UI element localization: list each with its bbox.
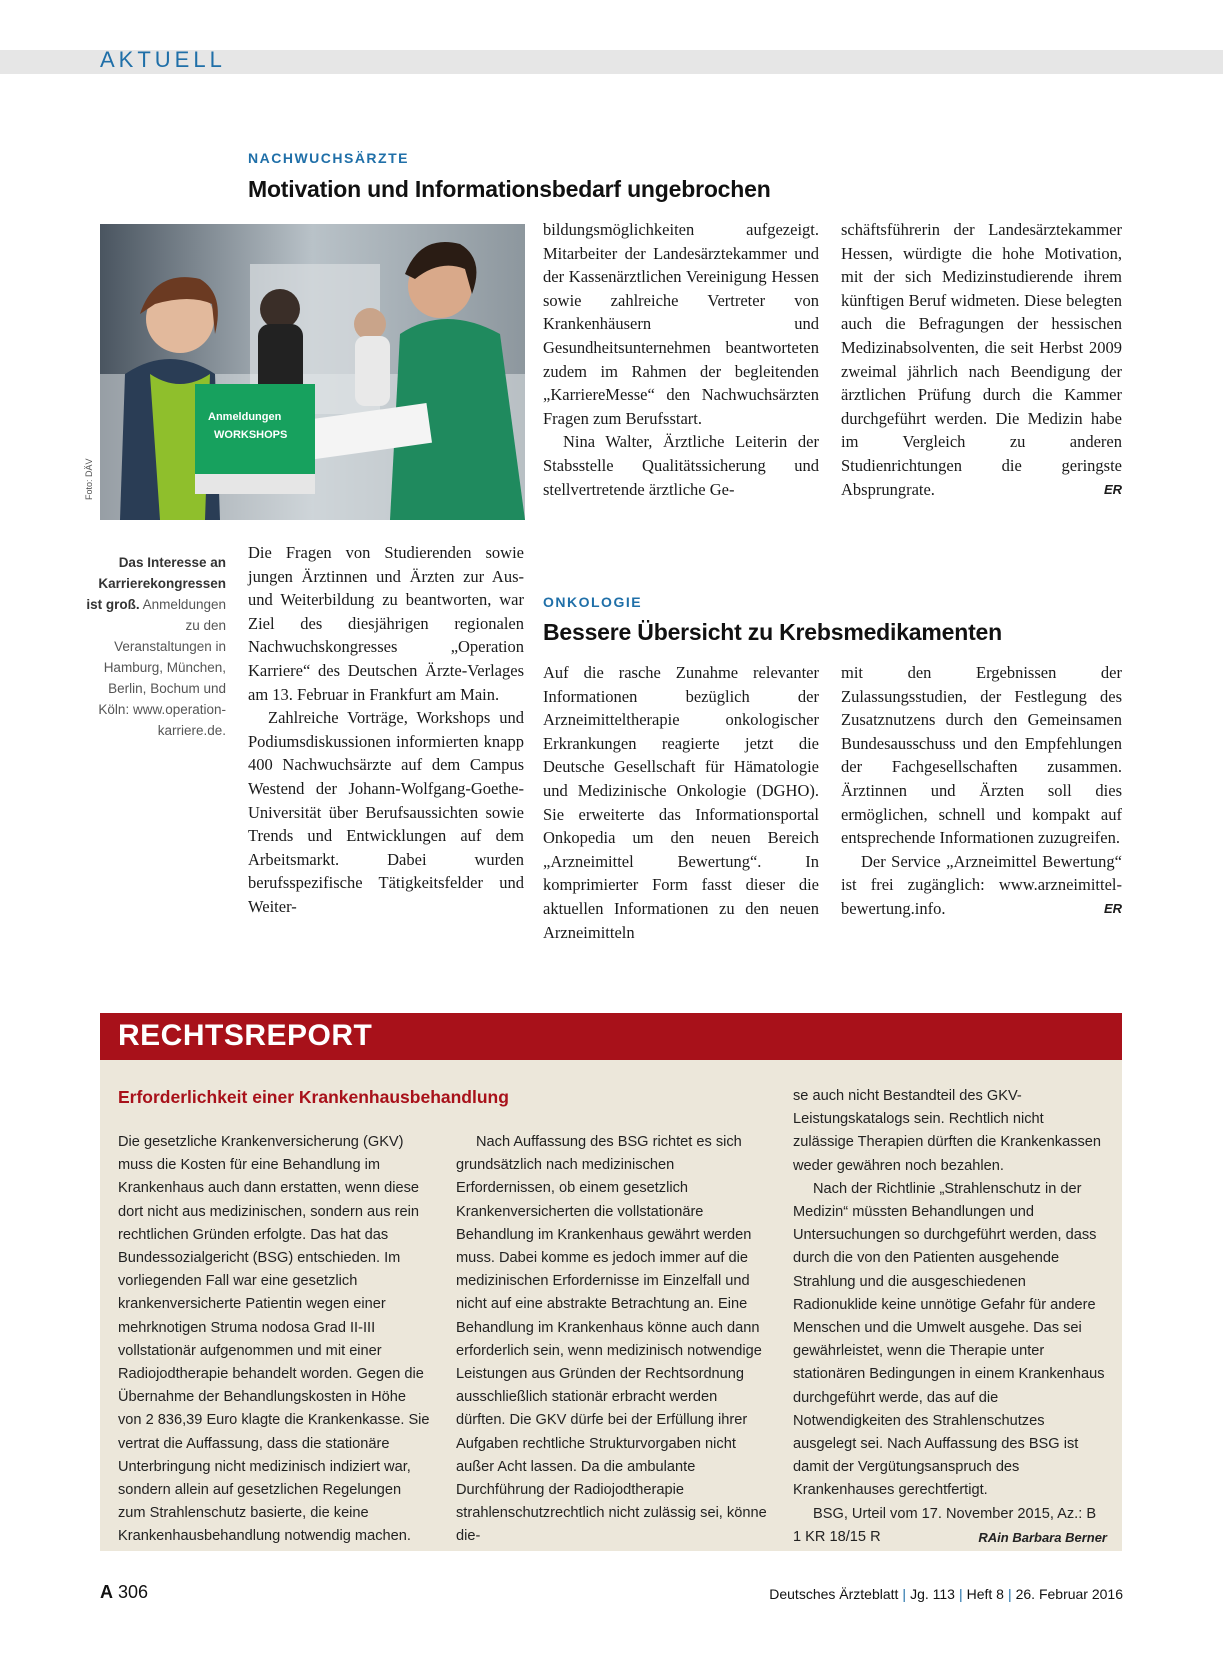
article2-signature: ER xyxy=(1103,900,1122,916)
rechtsreport-col3-p3: BSG, Urteil vom 17. November 2015, Az.: B 1 KR 18/15 R xyxy=(793,1505,1097,1545)
article2-headline: Bessere Übersicht zu Krebsmedikamenten xyxy=(543,619,1002,645)
rechtsreport-headline: Erforderlichkeit einer Krankenhausbehandlung xyxy=(118,1087,509,1107)
article1-column-1 xyxy=(248,541,524,919)
svg-text:WORKSHOPS: WORKSHOPS xyxy=(214,429,288,441)
rechtsreport-col2-p1: Nach Auffassung des BSG richtet es sich grundsätzlich nach medizinischen Erfordernissen, ob einem gesetzlich Krankenversicherten die vollstationäre Behandlung im Krankenhaus gewährt werden muss. Dabei komme es jedoch immer auf die medizinischen Erfordernisse im Einzelfall und nicht auf eine abstrakte Betrachtung an. Eine Behandlung im Krankenhaus könne auch dann erforderlich sein, wenn medizinisch notwendige Leistungen aus Gründen der Rechtsordnung ausschließlich stationär erbracht werden dürften. Die GKV dürfe bei der Erfüllung ihrer Aufgaben rechtliche Strukturvorgaben nicht außer Acht lassen. Da die ambulante Durchführung der Radiojodtherapie strahlenschutzrechtlich nicht zulässig sei, könne die- xyxy=(456,1134,767,1545)
article1-col1-p2: Zahlreiche Vorträge, Workshops und Podiumsdiskussionen informierten knapp 400 Nachwuchsärzte auf dem Campus Westend der Johann-Wolfgang-Goethe-Universität über Berufsaussichten sowie Trends und Entwicklungen auf dem Arbeitsmarkt. Dabei wurden berufsspezifische Tätigkeitsfelder und Weiter- xyxy=(248,708,524,916)
publication-name: Deutsches Ärzteblatt xyxy=(769,1586,899,1602)
article1-col1-p1: Die Fragen von Studierenden sowie jungen Ärztinnen und Ärzten zur Aus- und Weiterbildung zu beantworten, war Ziel des diesjährigen regionalen Nachwuchskongresses „Operation Karriere“ des Deutschen Ärzte-Verlages am 13. Februar in Frankfurt am Main. xyxy=(248,543,524,704)
rechtsreport-col3-p1: se auch nicht Bestandteil des GKV-Leistungskatalogs sein. Rechtlich nicht zulässige Therapien dürften die Krankenkassen weder gewähren noch bezahlen. xyxy=(793,1088,1102,1174)
page-number xyxy=(100,1582,148,1603)
article-photo xyxy=(100,224,525,520)
article2-col2-p2: Der Service „Arzneimittel Bewertung“ ist frei zugänglich: www.arzneimittel-bewertung.info. xyxy=(841,851,1122,918)
photo-caption xyxy=(86,552,226,741)
svg-text:Anmeldungen: Anmeldungen xyxy=(208,411,282,423)
article2-column-1 xyxy=(543,661,819,944)
rechtsreport-title: RECHTSREPORT xyxy=(118,1019,373,1052)
publication-line: Deutsches Ärzteblatt | Jg. 113 | Heft 8 | 26. Februar 2016 xyxy=(769,1586,1123,1602)
article1-col2-p1: bildungsmöglichkeiten aufgezeigt. Mitarbeiter der Landesärztekammer und der Kassenärztlichen Vereinigung Hessen sowie zahlreiche Vertreter von Krankenhäusern und Gesundheitsunternehmen beantworteten zudem im Rahmen der begleitenden „KarriereMesse“ den Nachwuchsärzten Fragen zum Berufsstart. xyxy=(543,220,819,428)
article1-column-3 xyxy=(841,218,1122,501)
rechtsreport-col1-p1: Die gesetzliche Krankenversicherung (GKV) muss die Kosten für eine Behandlung im Krankenhaus auch dann erstatten, wenn diese dort nicht aus medizinischen, sondern aus rein rechtlichen Gründen erfolgte. Das hat das Bundessozialgericht (BSG) entschieden. Im vorliegenden Fall war eine gesetzlich krankenversicherte Patientin wegen einer mehrknotigen Struma nodosa Grad II-III vollstationär aufgenommen und mit einer Radiojodtherapie behandelt worden. Gegen die Übernahme der Behandlungskosten in Höhe von 2 836,39 Euro klagte die Krankenkasse. Sie vertrat die Auffassung, dass die stationäre Unterbringung nicht medizinisch indiziert war, sondern allein auf gesetzlichen Regelungen zum Strahlenschutz basierte, die keine Krankenhausbehandlung notwendig machen. xyxy=(118,1134,430,1545)
rechtsreport-signature: RAin Barbara Berner xyxy=(978,1529,1107,1545)
article2-column-2 xyxy=(841,661,1122,921)
article1-col3-text: schäftsführerin der Landesärztekammer Hessen, würdigte die hohe Motivation, mit der sich Medizinstudierende ihrem künftigen Beruf widmeten. Diese belegten auch die Befragungen der hessischen Medizinabsolventen, die seit Herbst 2009 zweimal jährlich nach Beendigung der ärztlichen Prüfung durch die Kammer durchgeführt werden. Die Medizin habe im Vergleich zu anderen Studienrichtungen die geringste Absprungrate. xyxy=(841,220,1122,499)
publication-issue: Heft 8 xyxy=(966,1586,1004,1602)
article2-kicker: ONKOLOGIE xyxy=(543,594,643,610)
publication-date: 26. Februar 2016 xyxy=(1015,1586,1123,1602)
article1-kicker: NACHWUCHSÄRZTE xyxy=(248,150,409,166)
rechtsreport-column-2 xyxy=(456,1131,770,1549)
article1-col2-p2: Nina Walter, Ärztliche Leiterin der Stabsstelle Qualitätssicherung und stellvertretende ärztliche Ge- xyxy=(543,432,819,499)
publication-volume: Jg. 113 xyxy=(910,1586,955,1602)
article2-col1-p1: Auf die rasche Zunahme relevanter Informationen bezüglich der Arzneimitteltherapie onkologischer Erkrankungen reagierte jetzt die Deutsche Gesellschaft für Hämatologie und Medizinische Onkologie (DGHO). Sie erweiterte das Informationsportal Onkopedia um den neuen Bereich „Arzneimittel Bewertung“. In komprimierter Form fasst dieser die aktuellen Informationen zu den neuen Arzneimitteln xyxy=(543,663,819,942)
rechtsreport-col3-p2: Nach der Richtlinie „Strahlenschutz in der Medizin“ müssten Behandlungen und Untersuchungen so durchgeführt werden, dass durch die von den Patienten ausgehende Strahlung und die ausgeschiedenen Radionuklide keine unnötige Gefahr für andere Menschen und die Umwelt ausgehe. Das sei gewährleistet, wenn die Therapie unter stationären Bedingungen in einem Krankenhaus durchgeführt werde, das auf die Notwendigkeiten des Strahlenschutzes ausgelegt sei. Nach Auffassung des BSG ist damit der Vergütungsanspruch des Krankenhauses gerechtfertigt. xyxy=(793,1180,1105,1499)
article1-column-2 xyxy=(543,218,819,501)
rechtsreport-column-1 xyxy=(118,1131,432,1549)
article1-headline: Motivation und Informationsbedarf ungebrochen xyxy=(248,176,771,202)
rechtsreport-column-3 xyxy=(793,1085,1107,1549)
section-label: AKTUELL xyxy=(100,47,226,72)
caption-lead: Das Interesse an Karrierekongressen ist groß. xyxy=(86,555,226,612)
article2-col2-p1: mit den Ergebnissen der Zulassungsstudien, der Festlegung des Zusatznutzens durch den Gemeinsamen Bundesausschuss und den Empfehlungen der Fachgesellschaften zusammen. Ärztinnen und Ärzten soll dies ermöglichen, schnell und kompakt auf entsprechende Informationen zuzugreifen. xyxy=(841,663,1122,848)
caption-text: Anmeldungen zu den Veranstaltungen in Hamburg, München, Berlin, Bochum und Köln: www.operation-karriere.de. xyxy=(98,597,226,738)
page-prefix: A xyxy=(100,1582,113,1602)
page-number-value: 306 xyxy=(118,1582,149,1602)
article1-signature: ER xyxy=(1103,481,1122,497)
photo-illustration xyxy=(100,224,525,520)
photo-credit: Foto: DÄV xyxy=(84,458,94,500)
